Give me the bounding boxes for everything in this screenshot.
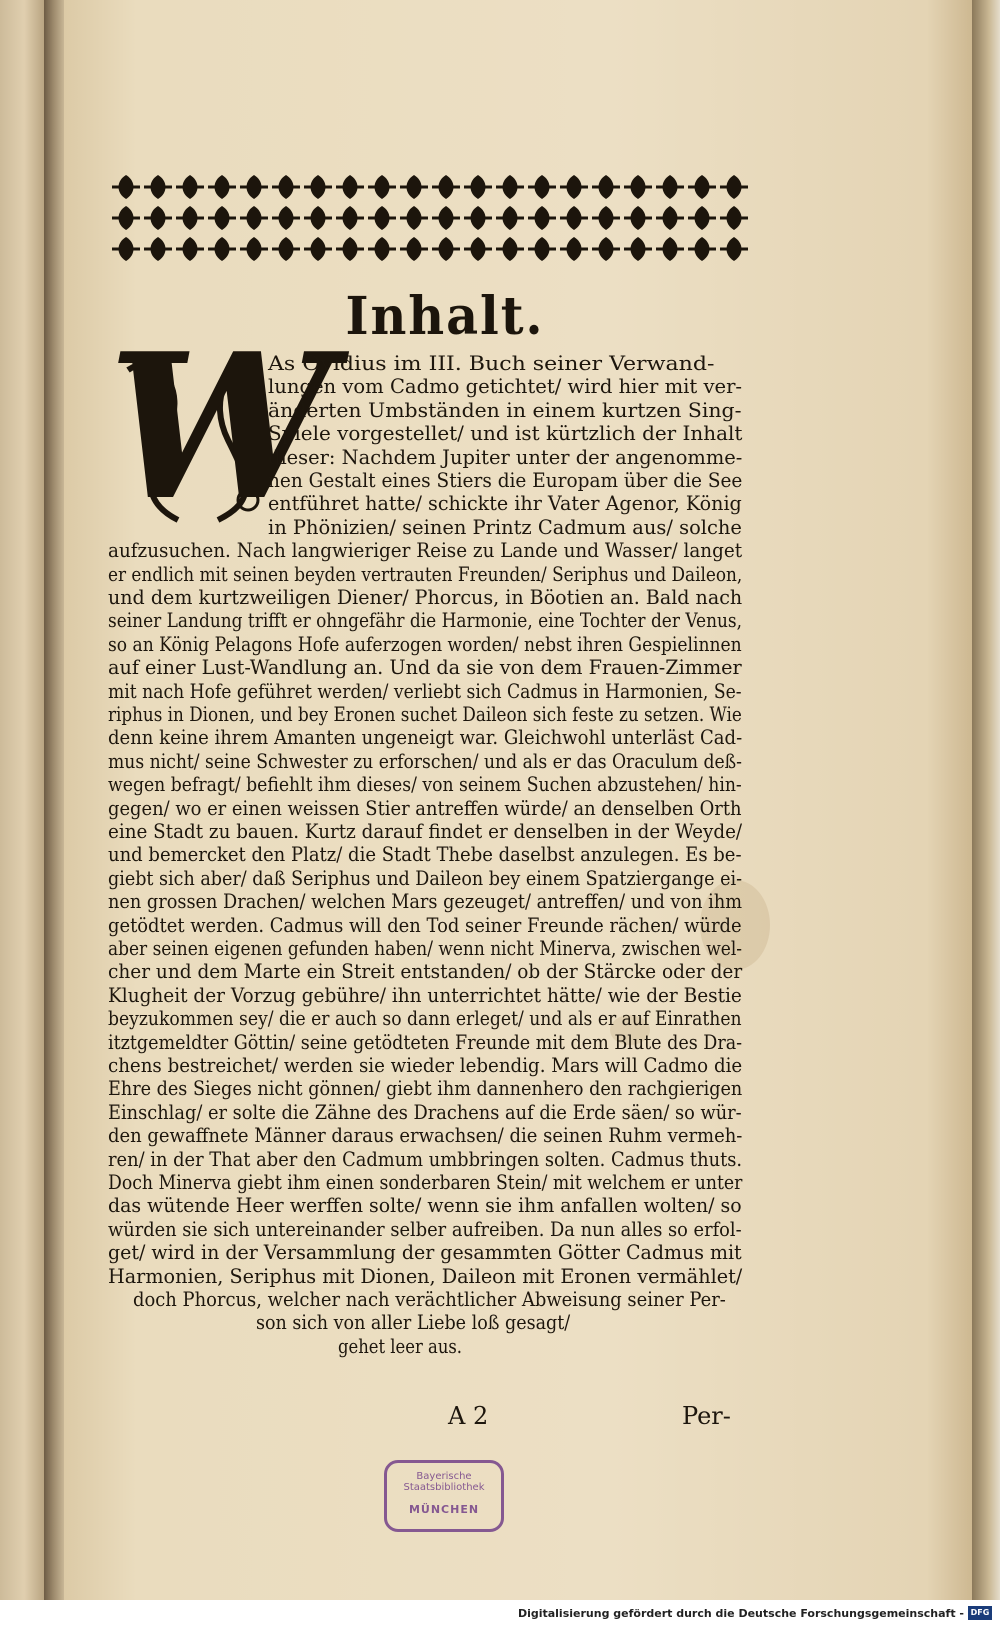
text-line: Ehre des Sieges nicht gönnen/ giebt ihm dannenhero den rachgierigen xyxy=(108,1077,743,1101)
text-line: lungen vom Cadmo getichtet/ wird hier mit ver- xyxy=(268,375,743,399)
fleuron-icon xyxy=(176,175,204,199)
fleuron-icon xyxy=(592,237,620,261)
fleuron-icon xyxy=(432,206,460,230)
fleuron-icon xyxy=(336,237,364,261)
fleuron-icon xyxy=(528,175,556,199)
fleuron-icon xyxy=(272,237,300,261)
fleuron-icon xyxy=(560,175,588,199)
digitization-credit: Digitalisierung gefördert durch die Deutsche Forschungsgemeinschaft - xyxy=(517,1607,964,1620)
fleuron-icon xyxy=(496,206,524,230)
fleuron-icon xyxy=(720,206,748,230)
fleuron-icon xyxy=(400,237,428,261)
signature-mark: A 2 xyxy=(448,1402,489,1430)
fleuron-icon xyxy=(432,237,460,261)
initial-letter: W xyxy=(108,310,333,545)
decorated-initial xyxy=(108,310,333,545)
text-line: Einschlag/ er solte die Zähne des Drachens auf die Erde säen/ so wür- xyxy=(108,1100,742,1124)
fleuron-icon xyxy=(208,237,236,261)
fleuron-icon xyxy=(720,175,748,199)
fleuron-icon xyxy=(144,237,172,261)
text-line: so an König Pelagons Hofe auferzogen worden/ nebst ihren Gespielinnen xyxy=(108,632,742,656)
fleuron-icon xyxy=(464,206,492,230)
fleuron-icon xyxy=(496,175,524,199)
fleuron-icon xyxy=(400,175,428,199)
fleuron-icon xyxy=(240,206,268,230)
text-line: aber seinen eigenen gefunden haben/ wenn nicht Minerva, zwischen wel- xyxy=(108,937,743,960)
fleuron-icon xyxy=(368,175,396,199)
fleuron-icon xyxy=(400,206,428,230)
text-line: As Ovidius im III. Buch seiner Verwand- xyxy=(268,352,715,375)
fleuron-icon xyxy=(368,206,396,230)
fleuron-icon xyxy=(368,237,396,261)
text-line: beyzukommen sey/ die er auch so dann erleget/ und als er auf Einrathen xyxy=(108,1007,742,1031)
text-line: mit nach Hofe geführet werden/ verliebt sich Cadmus in Harmonien, Se- xyxy=(108,679,742,703)
fleuron-icon xyxy=(272,175,300,199)
fleuron-icon xyxy=(112,237,140,261)
text-line: und bemercket den Platz/ die Stadt Thebe daselbst anzulegen. Es be- xyxy=(108,843,742,867)
fleuron-icon xyxy=(464,175,492,199)
text-line: das wütende Heer werffen solte/ wenn sie ihm anfallen wolten/ so xyxy=(108,1194,742,1218)
text-line: aufzusuchen. Nach langwieriger Reise zu Lande und Wasser/ langet xyxy=(108,539,743,563)
fleuron-icon xyxy=(688,206,716,230)
fleuron-icon xyxy=(720,237,748,261)
text-line: seiner Landung trifft er ohngefähr die Harmonie, eine Tochter der Venus, xyxy=(108,609,743,633)
fleuron-icon xyxy=(688,237,716,261)
fleuron-icon xyxy=(240,175,268,199)
text-line: entführet hatte/ schickte ihr Vater Agenor, König xyxy=(268,492,742,516)
text-line: denn keine ihrem Amanten ungeneigt war. Gleichwohl unterläst Cad- xyxy=(108,726,743,750)
fleuron-icon xyxy=(112,175,140,199)
fleuron-icon xyxy=(624,206,652,230)
text-line: itztgemeldter Göttin/ seine getödteten Freunde mit dem Blute des Dra- xyxy=(108,1030,743,1054)
text-line: mus nicht/ seine Schwester zu erforschen/ und als er das Oraculum deß- xyxy=(108,749,742,773)
text-line: änderten Umbständen in einem kurtzen Sing- xyxy=(268,398,742,422)
stamp-line: MÜNCHEN xyxy=(408,1503,480,1516)
fleuron-icon xyxy=(464,237,492,261)
text-line: wegen befragt/ befiehlt ihm dieses/ von seinem Suchen abzustehen/ hin- xyxy=(108,773,742,797)
fleuron-icon xyxy=(688,175,716,199)
fleuron-icon xyxy=(304,206,332,230)
fleuron-icon xyxy=(560,237,588,261)
fleuron-icon xyxy=(240,237,268,261)
page-right-edge xyxy=(972,0,1000,1600)
fleuron-icon xyxy=(656,237,684,261)
text-line: riphus in Dionen, und bey Eronen suchet Daileon sich feste zu setzen. Wie xyxy=(108,703,742,726)
text-line: son sich von aller Liebe loß gesagt/ xyxy=(256,1311,571,1335)
text-line: eine Stadt zu bauen. Kurtz darauf findet er denselben in der Weyde/ xyxy=(108,820,743,843)
fleuron-icon xyxy=(336,206,364,230)
fleuron-icon xyxy=(624,175,652,199)
fleuron-icon xyxy=(560,206,588,230)
stamp-line: Bayerische xyxy=(416,1471,472,1482)
text-line: und dem kurtzweiligen Diener/ Phorcus, in Böotien an. Bald nach xyxy=(108,586,743,609)
fleuron-icon xyxy=(304,237,332,261)
fleuron-icon xyxy=(304,175,332,199)
text-line: ren/ in der That aber den Cadmum umbbringen solten. Cadmus thuts. xyxy=(108,1147,743,1171)
text-line: chens bestreichet/ werden sie wieder lebendig. Mars will Cadmo die xyxy=(108,1054,743,1077)
fleuron-icon xyxy=(144,206,172,230)
text-line: nen Gestalt eines Stiers die Europam über die See xyxy=(268,469,743,492)
fleuron-icon xyxy=(336,175,364,199)
fleuron-icon xyxy=(144,175,172,199)
fleuron-icon xyxy=(528,206,556,230)
fleuron-icon xyxy=(432,175,460,199)
text-line: würden sie sich untereinander selber aufreiben. Da nun alles so erfol- xyxy=(108,1217,742,1241)
text-line: nen grossen Drachen/ welchen Mars gezeuget/ antreffen/ und von ihm xyxy=(108,890,743,914)
text-line: dieser: Nachdem Jupiter unter der angenomme- xyxy=(268,445,743,469)
fleuron-icon xyxy=(592,175,620,199)
fleuron-icon xyxy=(208,175,236,199)
fleuron-icon xyxy=(656,175,684,199)
fleuron-icon xyxy=(176,237,204,261)
text-line: auf einer Lust-Wandlung an. Und da sie von dem Frauen-Zimmer xyxy=(108,656,742,680)
text-line: getödtet werden. Cadmus will den Tod seiner Freunde rächen/ würde xyxy=(108,913,742,937)
text-line: Doch Minerva giebt ihm einen sonderbaren Stein/ mit welchem er unter xyxy=(108,1171,743,1194)
fleuron-icon xyxy=(272,206,300,230)
text-line: Spiele vorgestellet/ und ist kürtzlich der Inhalt xyxy=(268,422,743,446)
facing-page-edge xyxy=(0,0,44,1600)
text-line: cher und dem Marte ein Streit entstanden/ ob der Stärcke oder der xyxy=(108,960,743,984)
text-line: in Phönizien/ seinen Printz Cadmum aus/ solche xyxy=(268,515,742,539)
dfg-logo-icon: DFG xyxy=(968,1606,992,1620)
text-line: giebt sich aber/ daß Seriphus und Daileon bey einem Spatziergange ei- xyxy=(108,866,743,890)
stamp-line: Staatsbibliothek xyxy=(403,1482,485,1493)
fleuron-icon xyxy=(656,206,684,230)
text-line: den gewaffnete Männer daraus erwachsen/ die seinen Ruhm vermeh- xyxy=(108,1124,743,1148)
fleuron-icon xyxy=(624,237,652,261)
catchword: Per- xyxy=(682,1402,731,1430)
text-line: Klugheit der Vorzug gebühre/ ihn unterrichtet hätte/ wie der Bestie xyxy=(108,983,742,1007)
fleuron-icon xyxy=(528,237,556,261)
text-line: gehet leer aus. xyxy=(338,1334,463,1358)
decorative-header-ornament xyxy=(110,172,750,264)
text-line: get/ wird in der Versammlung der gesammten Götter Cadmus mit xyxy=(108,1241,742,1265)
page-title: Inhalt. xyxy=(345,286,545,347)
text-line: Harmonien, Seriphus mit Dionen, Daileon mit Eronen vermählet/ xyxy=(108,1264,743,1288)
text-line: er endlich mit seinen beyden vertrauten Freunden/ Seriphus und Daileon, xyxy=(108,562,743,586)
fleuron-icon xyxy=(592,206,620,230)
text-line: gegen/ wo er einen weissen Stier antreffen würde/ an denselben Orth xyxy=(108,796,742,820)
text-line: doch Phorcus, welcher nach verächtlicher Abweisung seiner Per- xyxy=(133,1288,726,1311)
fleuron-icon xyxy=(208,206,236,230)
fleuron-icon xyxy=(496,237,524,261)
library-stamp xyxy=(384,1460,504,1532)
fleuron-icon xyxy=(176,206,204,230)
fleuron-icon xyxy=(112,206,140,230)
